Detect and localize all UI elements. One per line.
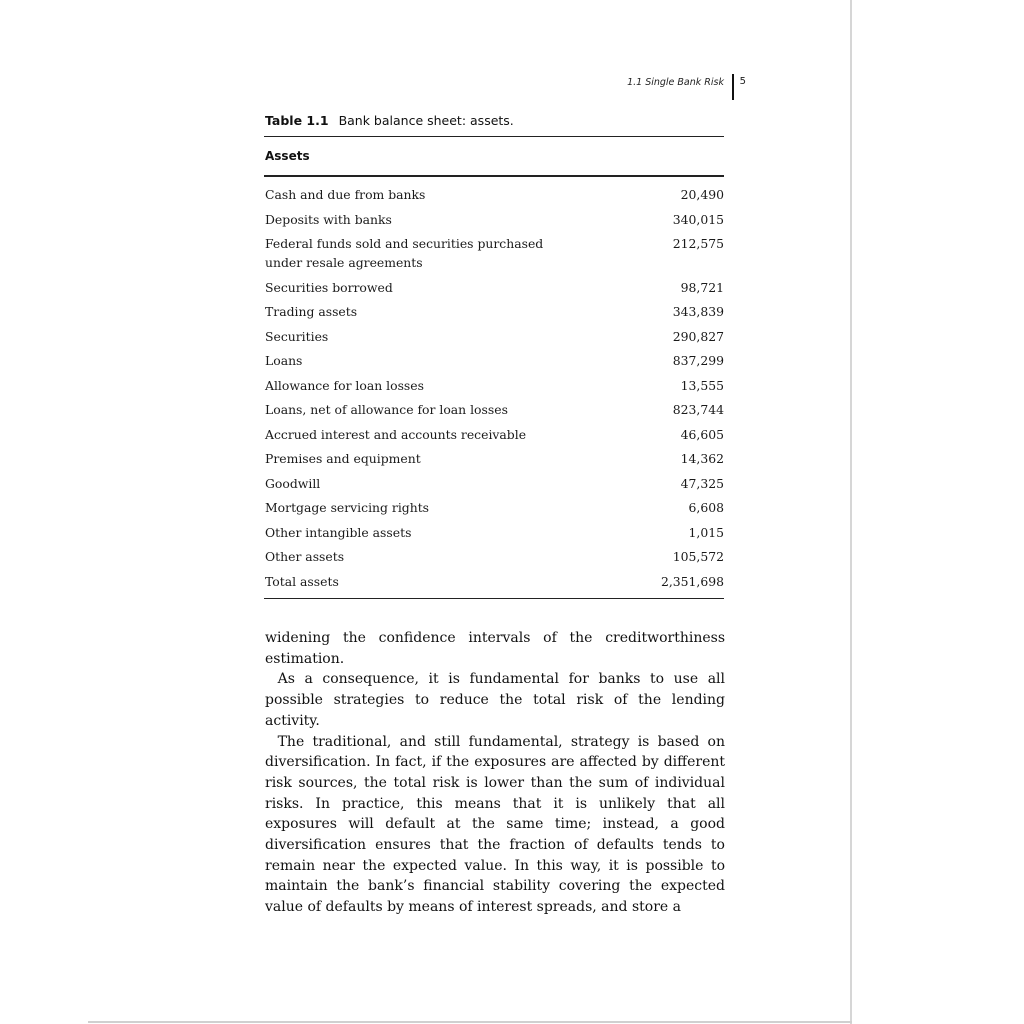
row-label: Deposits with banks	[265, 211, 392, 227]
table-row	[265, 234, 724, 272]
row-label: Securities	[265, 328, 329, 344]
row-value: 20,490	[680, 187, 724, 202]
table-row	[265, 400, 724, 419]
row-label: Securities borrowed	[265, 279, 393, 295]
row-value: 47,325	[680, 475, 724, 491]
table-row	[265, 572, 724, 591]
table-row	[265, 449, 724, 468]
page-number: 5	[739, 76, 746, 87]
row-label: Federal funds sold and securities purchased under resale agreements	[265, 236, 544, 270]
paragraph: The traditional, and still fundamental, strategy is based on diversification. In fact, if the exposures are affected by different risk sources, the total risk is lower than the sum of individual risks. In practice, this means that it is unlikely that all exposures will default at the same time; instead, a good diversification ensures that the fraction of defaults tends to remain near the expected value. In this way, it is possible to maintain the bank’s financial stability covering the expected value of defaults by means of interest spreads, and store a	[265, 733, 725, 916]
row-value: 105,572	[672, 549, 724, 564]
row-value: 46,605	[680, 426, 724, 442]
row-value: 212,575	[672, 236, 724, 251]
table-body	[265, 185, 724, 596]
running-head-divider	[732, 74, 734, 100]
row-value: 290,827	[672, 328, 724, 344]
row-value: 1,015	[688, 524, 724, 540]
row-label: Loans, net of allowance for loan losses	[265, 402, 508, 417]
table-row	[265, 302, 724, 321]
table-row	[265, 185, 724, 204]
row-label: Accrued interest and accounts receivable	[265, 426, 527, 442]
row-label: Goodwill	[265, 475, 321, 491]
table-row	[265, 498, 724, 517]
page-edge-bottom	[88, 1021, 852, 1023]
running-head-section: 1.1 Single Bank Risk	[627, 77, 724, 88]
table-header-rule	[264, 175, 724, 177]
row-label: Cash and due from banks	[265, 187, 426, 202]
row-label: Other assets	[265, 549, 345, 564]
body-text	[265, 628, 725, 918]
table-row	[265, 376, 724, 395]
table-row	[265, 425, 724, 444]
table-caption	[265, 113, 514, 128]
table-column-header: Assets	[265, 149, 310, 163]
row-value: 14,362	[680, 451, 724, 466]
row-value: 13,555	[680, 377, 724, 393]
table-row	[265, 474, 724, 493]
page-edge-right	[850, 0, 852, 1024]
paragraph: widening the confidence intervals of the creditworthiness estimation.	[265, 630, 725, 667]
row-label: Other intangible assets	[265, 524, 412, 540]
row-value: 6,608	[688, 500, 724, 515]
row-value: 343,839	[672, 304, 724, 319]
row-label: Allowance for loan losses	[265, 377, 424, 393]
table-row	[265, 523, 724, 542]
row-value: 340,015	[672, 211, 724, 227]
table-row	[265, 327, 724, 346]
row-label: Premises and equipment	[265, 451, 421, 466]
row-label: Total assets	[265, 573, 339, 589]
row-value: 823,744	[672, 402, 724, 417]
row-value: 837,299	[672, 353, 724, 368]
table-bottom-rule	[264, 598, 724, 599]
table-caption-number: Table 1.1	[265, 113, 329, 128]
row-value: 98,721	[680, 279, 724, 295]
table-top-rule	[264, 136, 724, 137]
table-row	[265, 351, 724, 370]
row-label: Mortgage servicing rights	[265, 500, 430, 515]
row-label: Loans	[265, 353, 303, 368]
paragraph: As a consequence, it is fundamental for banks to use all possible strategies to reduce the total risk of the lending activity.	[265, 671, 725, 729]
row-value: 2,351,698	[660, 573, 724, 589]
running-head	[560, 74, 750, 104]
row-label: Trading assets	[265, 304, 358, 319]
table-row	[265, 210, 724, 229]
table-row	[265, 547, 724, 566]
table-row	[265, 278, 724, 297]
table-caption-text: Bank balance sheet: assets.	[338, 113, 514, 128]
